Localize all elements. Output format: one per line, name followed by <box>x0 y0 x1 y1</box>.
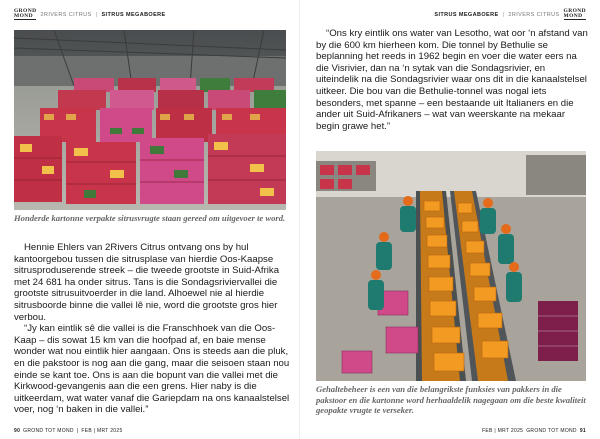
packhouse-photo-caption: Gehaltebeheer is een van die belangrikste funksies van pakkers in die pakstoor en die kartonne word herhaaldelik nagegaan om die beste kwaliteit geopakte vrugte te verseker. <box>316 384 586 415</box>
folio-separator: | <box>76 428 79 434</box>
magazine-name: GROND TOT MOND <box>526 428 577 434</box>
left-body-text <box>14 242 290 416</box>
right-folio <box>482 428 586 434</box>
header-separator: | <box>95 11 98 18</box>
right-page-header <box>434 9 586 20</box>
warehouse-illustration <box>14 30 286 210</box>
page-number: 91 <box>579 428 586 434</box>
paragraph: Hennie Ehlers van 2Rivers Citrus ontvang ons by hul kantoorgebou tussen die sitrusplase van hierdie Oos-Kaapse sitrusproduserende streek – die tweede grootste in Suid-Afrika met 24 681 ha onder sitrus. Tans is die Sondagsriviervallei die grootste sitrusuitvoerder in die land. Alhoewel nie al hierdie sitrusboorde binne die vallei lê nie, word die grootste gros hier verbou. <box>14 242 280 323</box>
warehouse-photo-caption: Honderde kartonne verpakte sitrusvrugte staan gereed om uitgevoer te word. <box>14 213 286 223</box>
page-number: 90 <box>14 428 21 434</box>
left-page-header <box>14 9 166 20</box>
left-folio <box>14 428 123 434</box>
section-name: 2RIVERS CITRUS <box>40 11 92 18</box>
right-body-text <box>316 28 588 132</box>
issue-date: FEB | MRT 2025 <box>482 428 524 434</box>
header-separator: | <box>502 11 505 18</box>
subsection-name: SITRUS MEGABOERE <box>434 11 499 18</box>
warehouse-photo <box>14 30 286 210</box>
section-name: 2RIVERS CITRUS <box>508 11 560 18</box>
packhouse-illustration <box>316 151 586 381</box>
issue-date: FEB | MRT 2025 <box>81 428 123 434</box>
right-page <box>300 0 600 439</box>
subsection-name: SITRUS MEGABOERE <box>101 11 166 18</box>
paragraph: “Ons kry eintlik ons water van Lesotho, wat oor ‘n afstand van by die 600 km hierheen kom. Die tonnel by Bethulie se beplanning het reeds in 1962 begin en voer die water eers na die Visrivier, dan na ‘n sytak van die Sondagsrivier, en uiteindelik na die Sondagsrivier waar ons dit in die kanaalstelsel uitkeer. Die bou van die Bethulie-tonnel was nogal iets besonders, met spanne – een bestaande uit Italianers en die ander uit Suid-Afrikaners – wat van weerskante na mekaar begin grawe het.” <box>316 28 588 132</box>
magazine-logo: GROND MOND <box>14 8 37 19</box>
packhouse-photo <box>316 151 586 381</box>
magazine-name: GROND TOT MOND <box>23 428 74 434</box>
paragraph: “Jy kan eintlik sê die vallei is die Franschhoek van die Oos-Kaap – dis sowat 15 km van die hoofpad af, en baie mense wonder wat nou eintlik hier aangaan. Ons is steeds aan die pluk, en die pakstoor is nog aan die gang, maar die seisoen staan nou einde se kant toe. Ons is aan die bopunt van die vallei met die Kirkwood-gevangenis aan die een grens. Hier naby is die uitkeerdam, wat water vanaf die Gariepdam na ons kanaalstelsel voer, nog ‘n baken in die vallei.” <box>14 323 290 416</box>
magazine-logo: GROND MOND <box>563 8 586 19</box>
